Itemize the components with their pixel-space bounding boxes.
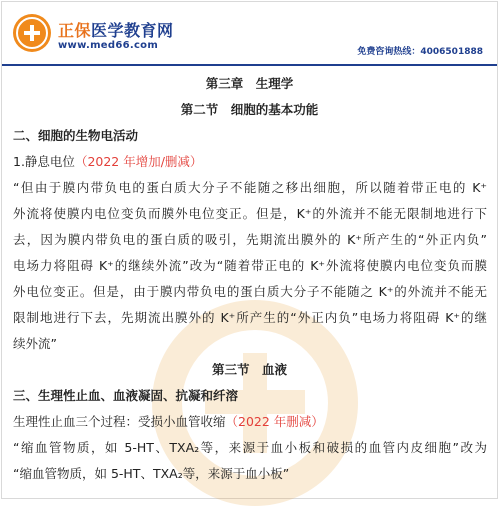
paragraph-line: 续外流” xyxy=(13,336,57,351)
paragraph-line: 电场力将阻碍 K⁺的继续外流”改为“随着带正电的 K⁺外流将使膜内电位变负而膜 xyxy=(13,258,487,273)
paragraph-line: 限制地进行下去，先期流出膜外的 K⁺所产生的“外正内负”电场力将阻碍 K⁺的继 xyxy=(13,310,487,325)
item-label: 1.静息电位 xyxy=(13,154,75,169)
paragraph-line: “缩血管物质，如 5-HT、TXA₂等，来源于血小板和破损的血管内皮细胞”改为 xyxy=(13,440,487,455)
item-resting-potential xyxy=(13,154,202,170)
paragraph-line: 外电位变正。但是，由于膜内带负电的蛋白质大分子不能随之 K⁺的外流并不能无 xyxy=(13,284,487,299)
paragraph-line: “但由于膜内带负电的蛋白质大分子不能随之移出细胞，所以随着带正电的 K⁺ xyxy=(13,180,487,195)
brand-name: 正保医学教育网 xyxy=(58,21,174,40)
site-url: www.med66.com xyxy=(58,40,159,51)
section-title: 第二节 细胞的基本功能 xyxy=(180,102,319,117)
paragraph-line: “缩血管物质，如 5-HT、TXA₂等，来源于血小板” xyxy=(13,466,290,481)
page-header xyxy=(0,0,499,70)
change-tag: （2022 年删减） xyxy=(225,414,324,429)
section-title: 第三节 血液 xyxy=(211,362,287,377)
item-text: 生理性止血三个过程：受损小血管收缩 xyxy=(13,414,226,429)
paragraph-line: 去，因为膜内带负电的蛋白质的吸引，先期流出膜外的 K⁺所产生的“外正内负” xyxy=(13,232,487,247)
hotline: 免费咨询热线：4006501888 xyxy=(357,47,483,57)
chapter-title: 第三章 生理学 xyxy=(205,76,294,91)
heading-hemostasis: 三、生理性止血、血液凝固、抗凝和纤溶 xyxy=(13,388,239,403)
heading-bioelectric: 二、细胞的生物电活动 xyxy=(13,128,139,143)
paragraph-line: 外流将使膜内电位变负而膜外电位变正。但是，K⁺的外流并不能无限制地进行下 xyxy=(13,206,487,221)
change-tag: （2022 年增加/删减） xyxy=(74,154,203,169)
header-divider xyxy=(2,64,497,66)
item-hemostasis xyxy=(13,414,324,430)
logo-icon xyxy=(13,14,51,52)
